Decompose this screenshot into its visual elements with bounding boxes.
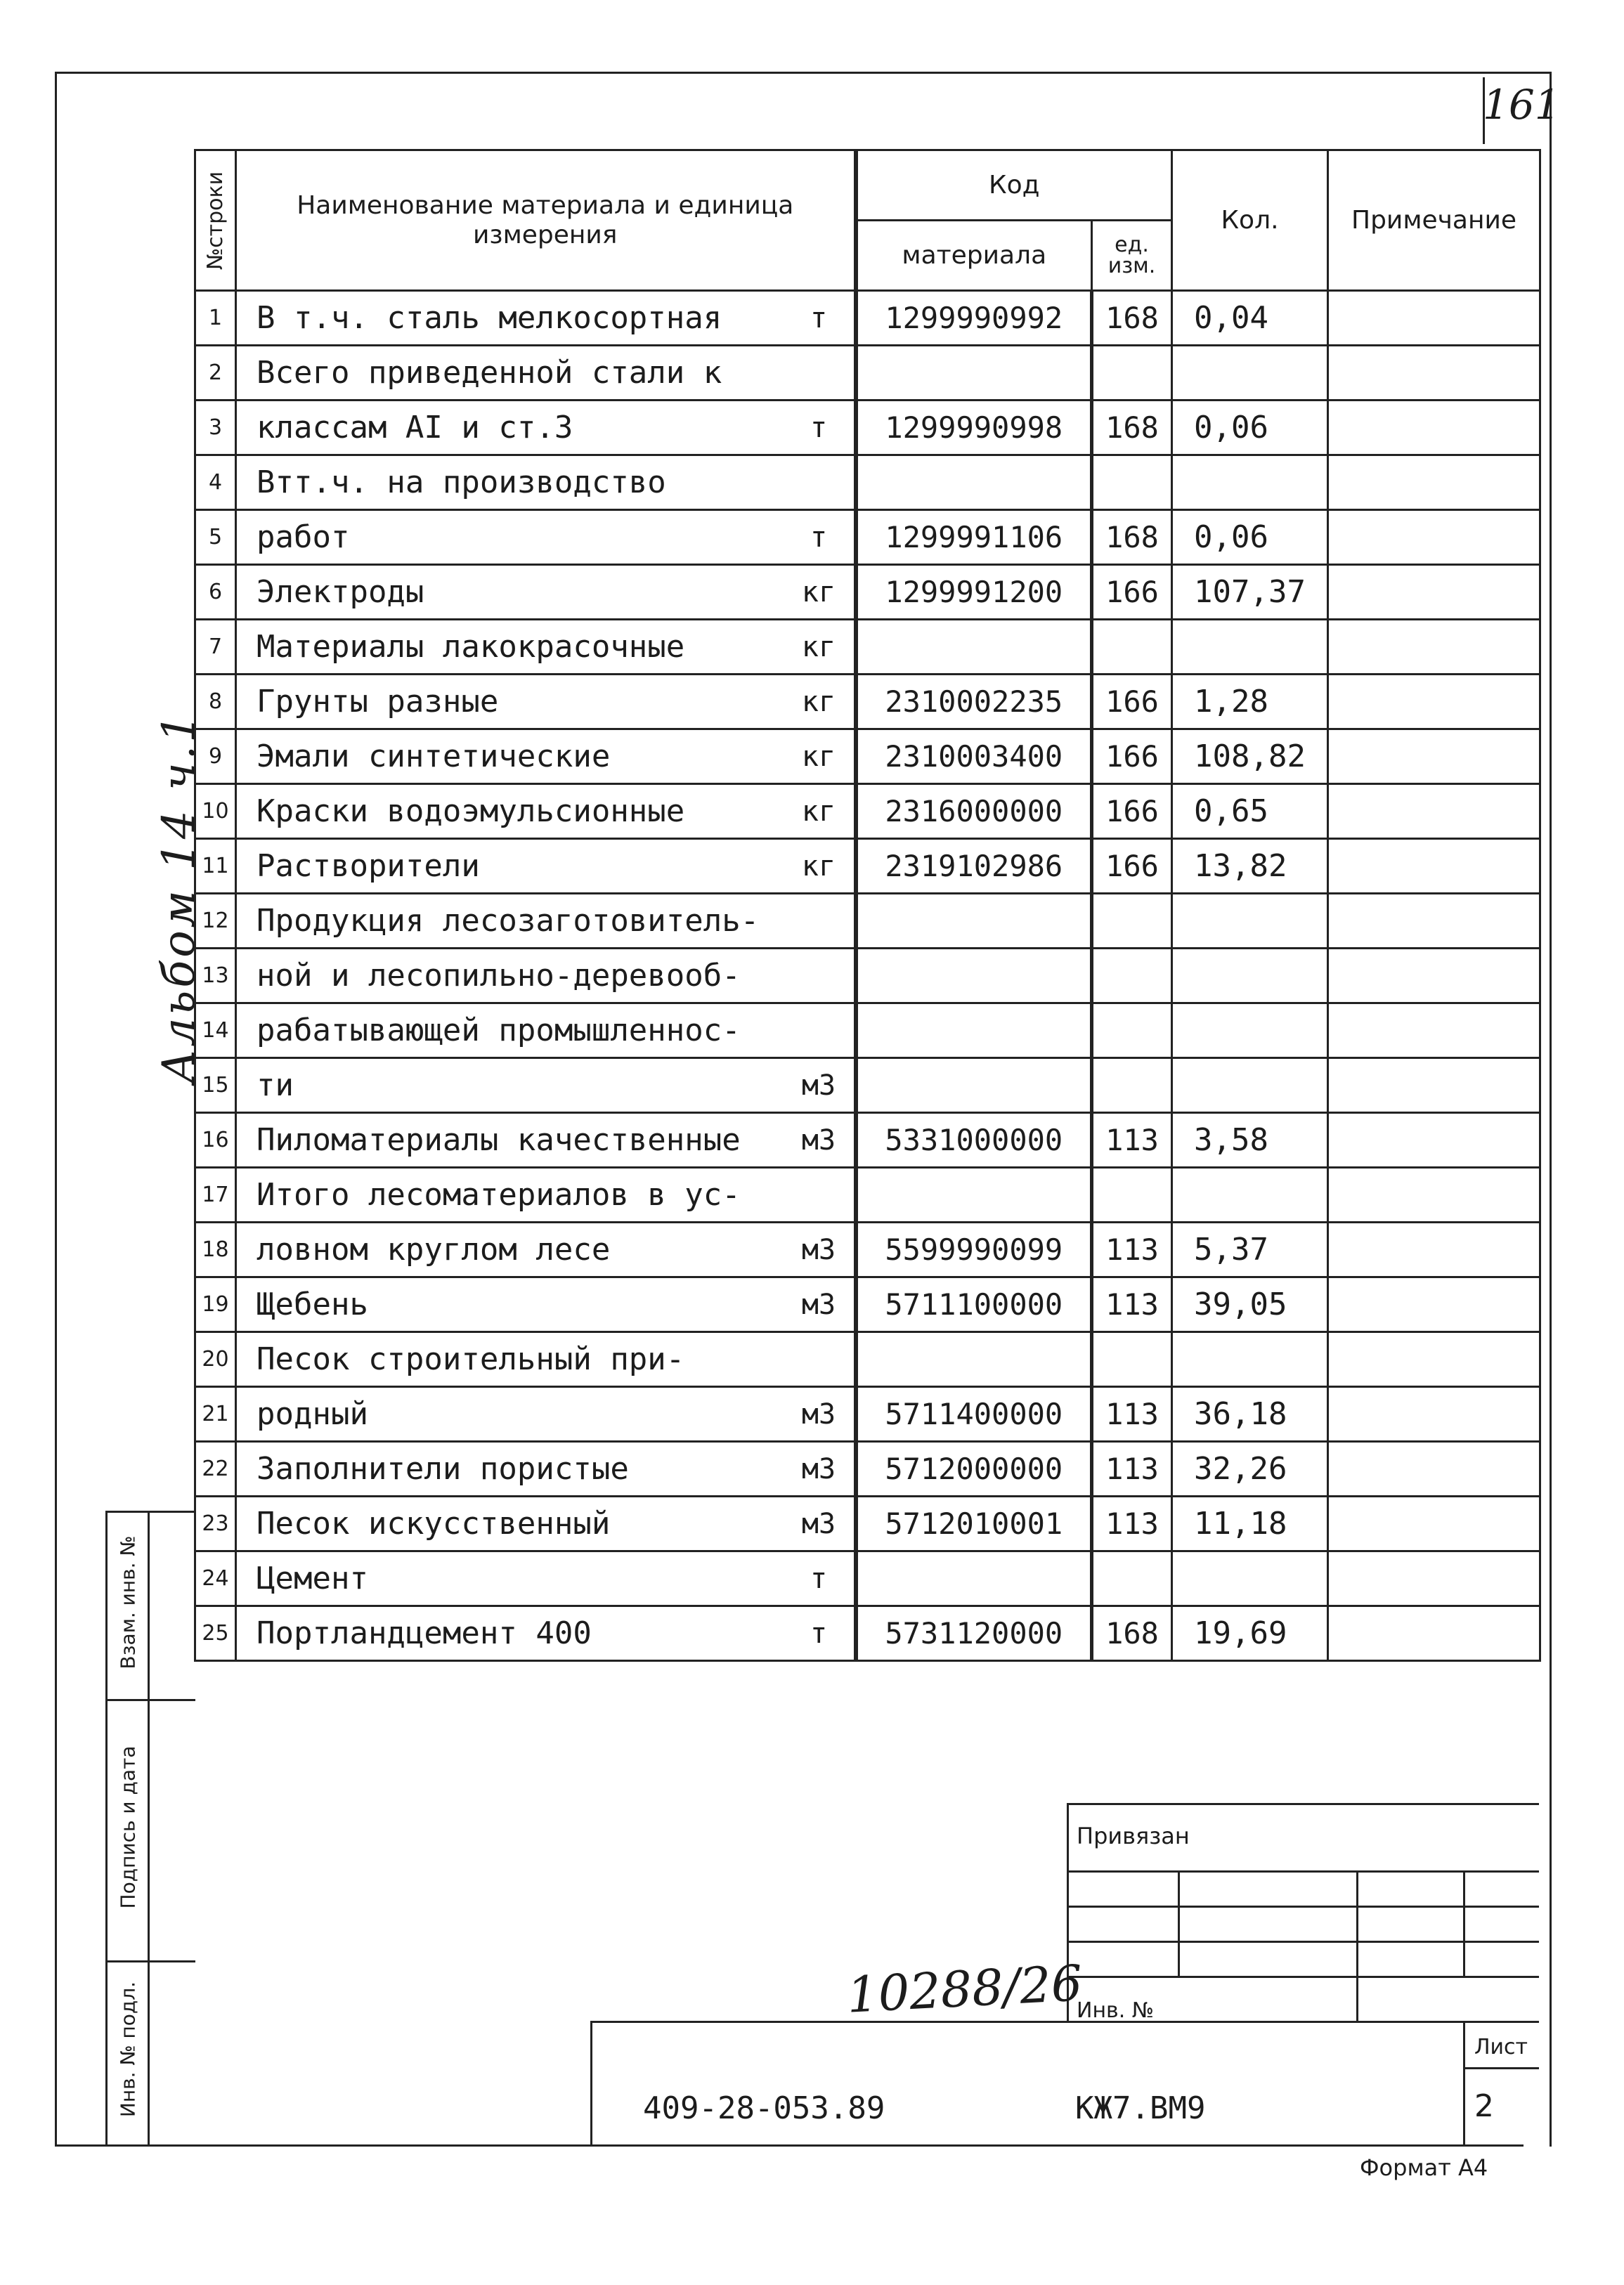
table-row	[195, 784, 1540, 839]
material-code-cell	[856, 1003, 1092, 1058]
unit-code-cell: 113	[1092, 1223, 1172, 1277]
handwritten-number: 10288/26	[845, 1954, 1084, 2024]
material-code-cell	[856, 1168, 1092, 1223]
unit-cell: кг	[784, 784, 856, 839]
unit-cell: т	[784, 1551, 856, 1606]
unit-cell	[784, 949, 856, 1003]
unit-cell: м3	[784, 1113, 856, 1168]
quantity-cell: 1,28	[1172, 675, 1328, 729]
note-cell	[1328, 1223, 1540, 1277]
quantity-cell	[1172, 1003, 1328, 1058]
inv-no-label: Инв. №	[1077, 1998, 1155, 2023]
material-name-cell: Итого лесоматериалов в ус-	[236, 1168, 784, 1223]
material-name-cell: Материалы лакокрасочные	[236, 620, 784, 675]
title-block-line-3	[1067, 1941, 1539, 1943]
unit-code-cell	[1092, 455, 1172, 510]
row-number-cell: 1	[195, 291, 236, 346]
material-name-cell: родный	[236, 1387, 784, 1442]
note-cell	[1328, 1113, 1540, 1168]
quantity-cell: 0,06	[1172, 510, 1328, 565]
quantity-cell	[1172, 1551, 1328, 1606]
unit-code-cell: 168	[1092, 401, 1172, 455]
material-code-cell: 2310003400	[856, 729, 1092, 784]
table-row	[195, 1058, 1540, 1113]
unit-code-cell	[1092, 1168, 1172, 1223]
row-number-cell: 18	[195, 1223, 236, 1277]
unit-code-cell: 168	[1092, 510, 1172, 565]
header-code-material: материала	[856, 221, 1092, 291]
quantity-cell	[1172, 894, 1328, 949]
unit-cell	[784, 1003, 856, 1058]
material-name-cell: Эмали синтетические	[236, 729, 784, 784]
note-cell	[1328, 1058, 1540, 1113]
main-stamp-left	[590, 2021, 592, 2144]
material-code-cell: 5731120000	[856, 1606, 1092, 1661]
unit-code-cell	[1092, 1551, 1172, 1606]
document-code: КЖ7.ВМ9	[1075, 2090, 1206, 2126]
unit-code-cell	[1092, 1003, 1172, 1058]
note-cell	[1328, 1551, 1540, 1606]
quantity-cell: 108,82	[1172, 729, 1328, 784]
frame-bottom-line	[55, 2144, 1524, 2147]
title-block-col-1	[1178, 1870, 1180, 1976]
header-name: Наименование материала и единица измерения	[236, 150, 856, 291]
material-name-cell: Продукция лесозаготовитель-	[236, 894, 784, 949]
quantity-cell	[1172, 346, 1328, 401]
unit-cell: м3	[784, 1442, 856, 1497]
table-row	[195, 510, 1540, 565]
quantity-cell: 3,58	[1172, 1113, 1328, 1168]
material-code-cell: 5712010001	[856, 1497, 1092, 1551]
material-code-cell: 5712000000	[856, 1442, 1092, 1497]
row-number-cell: 20	[195, 1332, 236, 1387]
format-label: Формат А4	[1360, 2154, 1488, 2181]
quantity-cell: 107,37	[1172, 565, 1328, 620]
unit-code-cell: 166	[1092, 839, 1172, 894]
unit-code-cell: 113	[1092, 1497, 1172, 1551]
sheet-label: Лист	[1474, 2035, 1528, 2059]
row-number-cell: 17	[195, 1168, 236, 1223]
table-row	[195, 1551, 1540, 1606]
title-block-top	[1067, 1803, 1539, 1805]
unit-code-cell	[1092, 949, 1172, 1003]
quantity-cell: 36,18	[1172, 1387, 1328, 1442]
unit-code-cell	[1092, 894, 1172, 949]
unit-code-cell: 168	[1092, 291, 1172, 346]
note-cell	[1328, 839, 1540, 894]
material-code-cell	[856, 620, 1092, 675]
note-cell	[1328, 675, 1540, 729]
side-stamp-divider	[148, 1511, 150, 2144]
note-cell	[1328, 401, 1540, 455]
table-row	[195, 1168, 1540, 1223]
row-number-cell: 25	[195, 1606, 236, 1661]
table-row	[195, 1113, 1540, 1168]
row-number-cell: 23	[195, 1497, 236, 1551]
note-cell	[1328, 729, 1540, 784]
note-cell	[1328, 565, 1540, 620]
table-row	[195, 346, 1540, 401]
table-row	[195, 839, 1540, 894]
quantity-cell: 11,18	[1172, 1497, 1328, 1551]
unit-cell: т	[784, 1606, 856, 1661]
sheet-number: 2	[1474, 2088, 1494, 2124]
table-row	[195, 1332, 1540, 1387]
row-number-cell: 15	[195, 1058, 236, 1113]
unit-cell	[784, 1168, 856, 1223]
table-row	[195, 455, 1540, 510]
row-number-cell: 10	[195, 784, 236, 839]
row-number-cell: 6	[195, 565, 236, 620]
materials-table	[194, 149, 1541, 1662]
title-block-col-3	[1463, 1870, 1465, 1976]
table-row	[195, 401, 1540, 455]
page-number: 161	[1483, 81, 1561, 129]
quantity-cell	[1172, 1058, 1328, 1113]
material-code-cell	[856, 1332, 1092, 1387]
material-name-cell: Пиломатериалы качественные	[236, 1113, 784, 1168]
unit-cell: кг	[784, 675, 856, 729]
material-name-cell: ловном круглом лесе	[236, 1223, 784, 1277]
material-code-cell: 2316000000	[856, 784, 1092, 839]
sheet-cell-left	[1463, 2021, 1465, 2144]
row-number-cell: 19	[195, 1277, 236, 1332]
row-number-cell: 16	[195, 1113, 236, 1168]
quantity-cell: 0,04	[1172, 291, 1328, 346]
unit-cell: т	[784, 291, 856, 346]
note-cell	[1328, 784, 1540, 839]
title-block-line-1	[1067, 1870, 1539, 1873]
material-code-cell: 5711400000	[856, 1387, 1092, 1442]
material-code-cell: 1299991106	[856, 510, 1092, 565]
unit-cell	[784, 1332, 856, 1387]
title-block-col-2	[1356, 1870, 1358, 2021]
table-row	[195, 1387, 1540, 1442]
header-code: Код	[856, 150, 1172, 221]
table-row	[195, 949, 1540, 1003]
table-row	[195, 565, 1540, 620]
material-name-cell: Краски водоэмульсионные	[236, 784, 784, 839]
material-name-cell: Заполнители пористые	[236, 1442, 784, 1497]
table-row	[195, 620, 1540, 675]
unit-cell: м3	[784, 1277, 856, 1332]
note-cell	[1328, 1277, 1540, 1332]
table-row	[195, 1003, 1540, 1058]
quantity-cell	[1172, 949, 1328, 1003]
material-name-cell: Щебень	[236, 1277, 784, 1332]
material-code-cell: 1299990992	[856, 291, 1092, 346]
title-block-line-2	[1067, 1906, 1539, 1908]
unit-code-cell: 113	[1092, 1442, 1172, 1497]
note-cell	[1328, 949, 1540, 1003]
note-cell	[1328, 1168, 1540, 1223]
row-number-cell: 5	[195, 510, 236, 565]
header-code-unit: ед. изм.	[1092, 221, 1172, 291]
unit-cell	[784, 455, 856, 510]
row-number-cell: 21	[195, 1387, 236, 1442]
quantity-cell: 5,37	[1172, 1223, 1328, 1277]
unit-cell: м3	[784, 1387, 856, 1442]
table-row	[195, 675, 1540, 729]
row-number-cell: 22	[195, 1442, 236, 1497]
material-code-cell	[856, 894, 1092, 949]
quantity-cell: 39,05	[1172, 1277, 1328, 1332]
table-row	[195, 291, 1540, 346]
row-number-cell: 7	[195, 620, 236, 675]
unit-code-cell: 166	[1092, 784, 1172, 839]
album-label-text: Альбом 14 ч.1	[153, 711, 205, 1083]
material-name-cell: ти	[236, 1058, 784, 1113]
note-cell	[1328, 620, 1540, 675]
unit-code-cell: 113	[1092, 1113, 1172, 1168]
quantity-cell	[1172, 1168, 1328, 1223]
table-row	[195, 1606, 1540, 1661]
quantity-cell	[1172, 620, 1328, 675]
unit-cell: т	[784, 510, 856, 565]
unit-cell	[784, 346, 856, 401]
unit-code-cell	[1092, 346, 1172, 401]
material-name-cell: Растворители	[236, 839, 784, 894]
table-row	[195, 1277, 1540, 1332]
material-code-cell: 1299990998	[856, 401, 1092, 455]
material-name-cell: рабатывающей промышленнос-	[236, 1003, 784, 1058]
note-cell	[1328, 1332, 1540, 1387]
note-cell	[1328, 346, 1540, 401]
unit-code-cell: 166	[1092, 729, 1172, 784]
material-name-cell: Портландцемент 400	[236, 1606, 784, 1661]
material-name-cell: Грунты разные	[236, 675, 784, 729]
note-cell	[1328, 510, 1540, 565]
material-code-cell: 2319102986	[856, 839, 1092, 894]
row-number-cell: 14	[195, 1003, 236, 1058]
material-code-cell	[856, 1058, 1092, 1113]
unit-code-cell	[1092, 1058, 1172, 1113]
material-code-cell: 1299991200	[856, 565, 1092, 620]
row-number-cell: 13	[195, 949, 236, 1003]
tied-label: Привязан	[1077, 1823, 1190, 1849]
table-row	[195, 1223, 1540, 1277]
unit-code-cell	[1092, 1332, 1172, 1387]
note-cell	[1328, 1442, 1540, 1497]
unit-cell: кг	[784, 729, 856, 784]
table-row	[195, 729, 1540, 784]
side-stamp-left	[105, 1511, 108, 2144]
sheet-cell-mid	[1463, 2067, 1539, 2069]
unit-code-cell	[1092, 620, 1172, 675]
header-row-no: №строки	[195, 150, 236, 291]
row-number-cell: 9	[195, 729, 236, 784]
quantity-cell: 0,65	[1172, 784, 1328, 839]
quantity-cell: 19,69	[1172, 1606, 1328, 1661]
unit-cell: м3	[784, 1497, 856, 1551]
unit-code-cell: 166	[1092, 675, 1172, 729]
material-name-cell: ной и лесопильно-деревооб-	[236, 949, 784, 1003]
row-number-cell: 3	[195, 401, 236, 455]
note-cell	[1328, 455, 1540, 510]
title-block-line-4	[1067, 1976, 1539, 1978]
unit-cell: кг	[784, 620, 856, 675]
quantity-cell: 0,06	[1172, 401, 1328, 455]
material-code-cell: 5331000000	[856, 1113, 1092, 1168]
note-cell	[1328, 1003, 1540, 1058]
material-name-cell: Электроды	[236, 565, 784, 620]
material-name-cell: классам АI и ст.3	[236, 401, 784, 455]
unit-cell: м3	[784, 1223, 856, 1277]
quantity-cell	[1172, 1332, 1328, 1387]
header-note: Примечание	[1328, 150, 1540, 291]
note-cell	[1328, 894, 1540, 949]
material-code-cell	[856, 949, 1092, 1003]
document-number: 409-28-053.89	[643, 2090, 885, 2126]
material-code-cell	[856, 346, 1092, 401]
main-stamp-top	[590, 2021, 1539, 2023]
material-code-cell	[856, 455, 1092, 510]
quantity-cell: 13,82	[1172, 839, 1328, 894]
unit-code-cell: 113	[1092, 1387, 1172, 1442]
table-row	[195, 1497, 1540, 1551]
material-code-cell: 2310002235	[856, 675, 1092, 729]
material-name-cell: Втт.ч. на производство	[236, 455, 784, 510]
row-number-cell: 2	[195, 346, 236, 401]
unit-cell: кг	[784, 565, 856, 620]
unit-cell: т	[784, 401, 856, 455]
row-number-cell: 8	[195, 675, 236, 729]
row-number-cell: 12	[195, 894, 236, 949]
unit-cell	[784, 894, 856, 949]
material-name-cell: Цемент	[236, 1551, 784, 1606]
unit-code-cell: 166	[1092, 565, 1172, 620]
material-code-cell: 5599990099	[856, 1223, 1092, 1277]
material-name-cell: В т.ч. сталь мелкосортная	[236, 291, 784, 346]
material-name-cell: Песок строительный при-	[236, 1332, 784, 1387]
material-name-cell: Песок искусственный	[236, 1497, 784, 1551]
unit-cell: кг	[784, 839, 856, 894]
table-row	[195, 894, 1540, 949]
material-code-cell: 5711100000	[856, 1277, 1092, 1332]
note-cell	[1328, 1497, 1540, 1551]
note-cell	[1328, 1606, 1540, 1661]
row-number-cell: 11	[195, 839, 236, 894]
unit-code-cell: 113	[1092, 1277, 1172, 1332]
table-row	[195, 1442, 1540, 1497]
note-cell	[1328, 291, 1540, 346]
material-name-cell: Всего приведенной стали к	[236, 346, 784, 401]
header-qty: Кол.	[1172, 150, 1328, 291]
row-number-cell: 4	[195, 455, 236, 510]
note-cell	[1328, 1387, 1540, 1442]
material-code-cell	[856, 1551, 1092, 1606]
quantity-cell: 32,26	[1172, 1442, 1328, 1497]
quantity-cell	[1172, 455, 1328, 510]
unit-code-cell: 168	[1092, 1606, 1172, 1661]
material-name-cell: работ	[236, 510, 784, 565]
row-number-cell: 24	[195, 1551, 236, 1606]
unit-cell: м3	[784, 1058, 856, 1113]
